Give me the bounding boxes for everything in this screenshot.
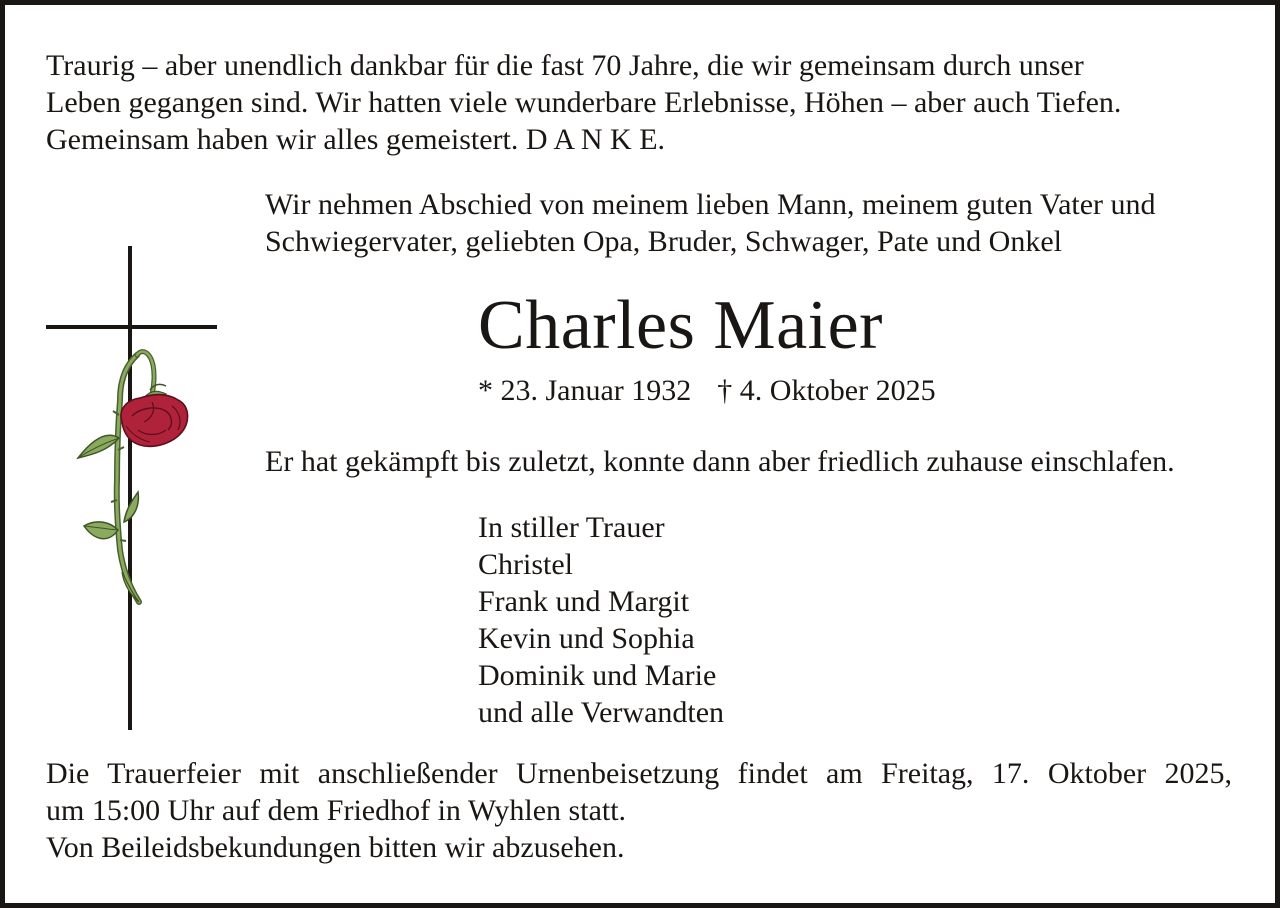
intro-line: Gemeinsam haben wir alles gemeistert. D A N K E. xyxy=(46,123,666,156)
intro-line: Traurig – aber unendlich dankbar für die fast 70 Jahre, die wir gemeinsam durch unser xyxy=(46,49,1084,82)
farewell-line: Schwiegervater, geliebten Opa, Bruder, Schwager, Pate und Onkel xyxy=(265,225,1062,258)
intro-line: Leben gegangen sind. Wir hatten viele wunderbare Erlebnisse, Höhen – aber auch Tiefen. xyxy=(46,86,1122,119)
ceremony-line: Die Trauerfeier mit anschließender Urnenbeisetzung findet am Freitag, 17. Oktober 2025, xyxy=(46,757,1232,790)
intro-text xyxy=(46,47,1121,158)
mourners-list xyxy=(478,509,724,731)
mourners-heading: In stiller Trauer xyxy=(478,511,665,544)
rose-icon xyxy=(78,352,188,602)
farewell-text xyxy=(265,186,1156,260)
ceremony-text xyxy=(46,755,1232,866)
ceremony-line: Von Beileidsbekundungen bitten wir abzusehen. xyxy=(46,831,625,864)
mourner-name: Dominik und Marie xyxy=(478,659,717,692)
cross-icon xyxy=(46,246,217,730)
death-date: † 4. Oktober 2025 xyxy=(717,374,936,407)
life-dates xyxy=(478,372,936,409)
mourner-name: Christel xyxy=(478,548,573,581)
closing-sentence: Er hat gekämpft bis zuletzt, konnte dann aber friedlich zuhause einschlafen. xyxy=(265,445,1175,478)
mourner-name: Kevin und Sophia xyxy=(478,622,695,655)
ceremony-line: um 15:00 Uhr auf dem Friedhof in Wyhlen statt. xyxy=(46,794,627,827)
birth-date: * 23. Januar 1932 xyxy=(478,374,692,407)
mourner-name: Frank und Margit xyxy=(478,585,690,618)
deceased-name: Charles Maier xyxy=(478,287,883,364)
cross-with-rose xyxy=(40,240,230,735)
farewell-line: Wir nehmen Abschied von meinem lieben Mann, meinem guten Vater und xyxy=(265,188,1156,221)
mourner-name: und alle Verwandten xyxy=(478,696,725,729)
